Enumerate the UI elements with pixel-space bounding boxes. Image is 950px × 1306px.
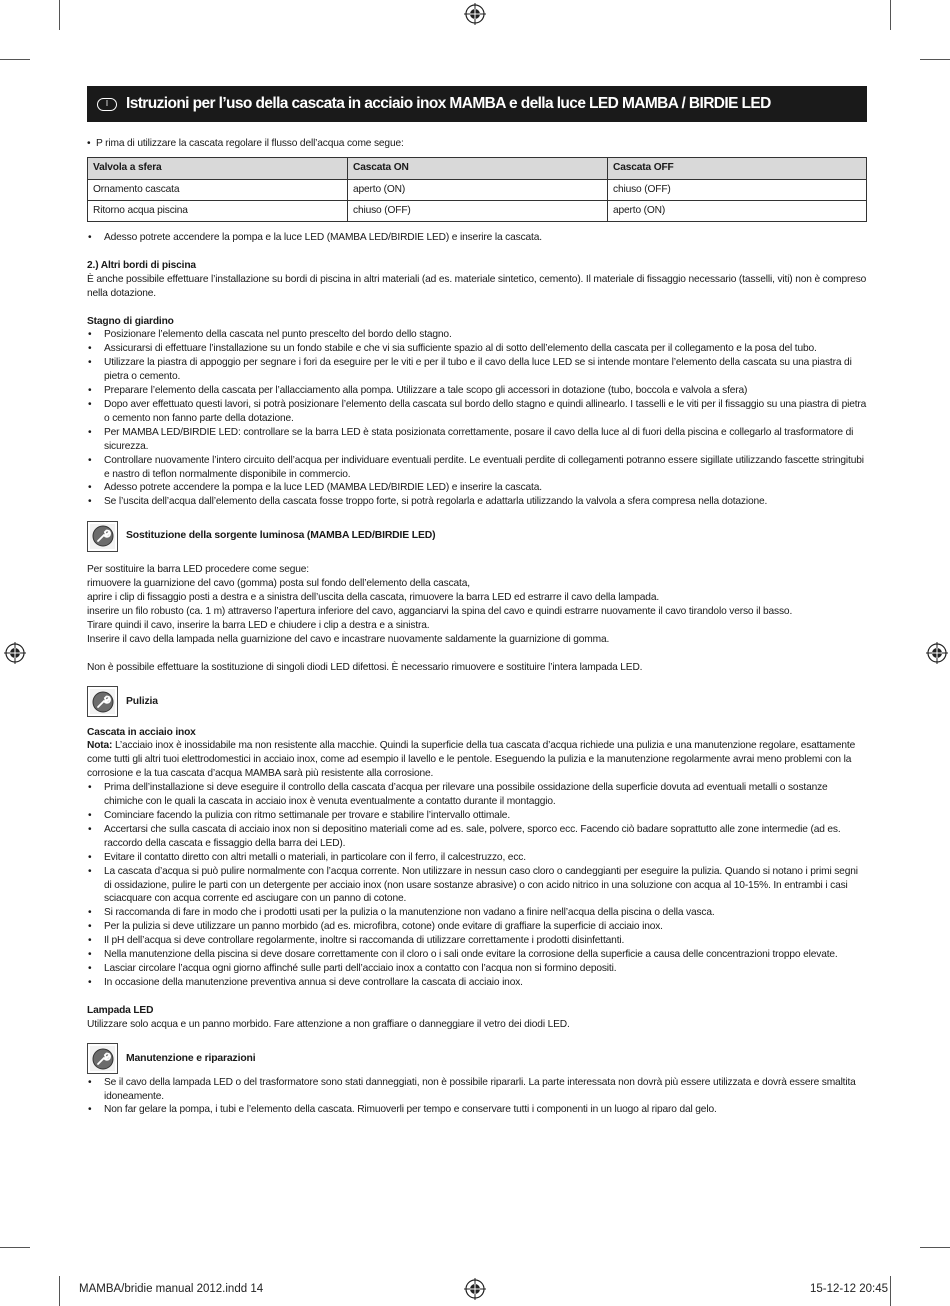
list-item: • Assicurarsi di effettuare l’installazione su un fondo stabile e che vi sia sufficiente spazio al di sotto dell’elemento della cascata per il collegamento e la posa del tubo.: [87, 342, 867, 356]
light-source-steps: [87, 563, 867, 646]
registration-mark-icon: [4, 642, 26, 664]
table-cell: aperto (ON): [608, 200, 867, 221]
list-item: • Adesso potrete accendere la pompa e la luce LED (MAMBA LED/BIRDIE LED) e inserire la cascata.: [87, 481, 867, 495]
text-line: Inserire il cavo della lampada nella guarnizione del cavo e incastrare nuovamente saldamente la guarnizione di gomma.: [87, 633, 610, 645]
maintenance-list: [87, 1076, 867, 1118]
list-item: • Preparare l’elemento della cascata per l’allacciamento alla pompa. Utilizzare a tale scopo gli accessori in dotazione (tubo, boccola e valvola a sfera): [87, 384, 867, 398]
led-lamp-text: Utilizzare solo acqua e un panno morbido. Fare attenzione a non graffiare o danneggiare il vetro dei diodi LED.: [87, 1018, 570, 1030]
list-item: • Posizionare l’elemento della cascata nel punto prescelto del bordo dello stagno.: [87, 328, 867, 342]
footer-date: 15-12-12 20:45: [809, 1283, 888, 1295]
note-label: Nota:: [87, 740, 113, 752]
cleaning-list: [87, 781, 867, 990]
wrench-icon: [87, 521, 118, 552]
cleaning-heading: Pulizia: [126, 695, 158, 707]
crop-mark-top-right-h: [920, 59, 950, 60]
list-item: • Per MAMBA LED/BIRDIE LED: controllare se la barra LED è stata posizionata correttamente, posare il cavo della luce al di fuori della piscina e collegarlo al trasformatore di sicurezza.: [87, 426, 867, 454]
crop-mark-bottom-right-v: [890, 1276, 891, 1306]
garden-pond-heading: Stagno di giardino: [87, 315, 174, 327]
registration-mark-icon: [926, 642, 948, 664]
list-item: • La cascata d’acqua si può pulire normalmente con l’acqua corrente. Non utilizzare in nessun caso cloro o candeggianti per eseguire la pulizia. Quando si notano i primi segni di ossidazione, pulire le parti con un detergente per acciaio inox (non usare sostanze abrasive) o con acido nitrico in una soluzione con acqua al 10-15%. In entrambi i casi sciacquare con acqua corrente ed asciugare con un panno di cotone.: [87, 865, 867, 907]
table-cell: Ornamento cascata: [88, 179, 348, 200]
page-content: [87, 86, 867, 1117]
list-item: • Se il cavo della lampada LED o del trasformatore sono stati danneggiati, non è possibile ripararli. La parte interessata non dovrà più essere utilizzata e dovrà essere smaltita idoneamente.: [87, 1076, 867, 1104]
after-table-list: [87, 231, 867, 245]
list-item: • Adesso potrete accendere la pompa e la luce LED (MAMBA LED/BIRDIE LED) e inserire la cascata.: [87, 231, 867, 245]
garden-pond-list: [87, 328, 867, 509]
steel-note: [87, 739, 867, 781]
list-item: • Prima dell’installazione si deve eseguire il controllo della cascata d’acqua per rilevare una possibile ossidazione della superficie dovuta ad eventuali metalli o sostanze chimiche con le quali la cascata in acciaio inox è venuta eventualmente a contatto durante il montaggio.: [87, 781, 867, 809]
page-title-bar: [87, 86, 867, 122]
language-badge: I: [97, 98, 117, 111]
list-item: • Accertarsi che sulla cascata di acciaio inox non si depositino materiali come ad es. sale, polvere, sporco ecc. Facendo ciò badare soprattutto alle zone intermedie (ad es. raccordo della cascata e fissaggio della barra dei LED).: [87, 823, 867, 851]
crop-mark-bottom-left-v: [59, 1276, 60, 1306]
crop-mark-bottom-right-h: [920, 1247, 950, 1248]
led-lamp-heading: Lampada LED: [87, 1004, 154, 1016]
wrench-icon: [87, 1043, 118, 1074]
table-cell: chiuso (OFF): [348, 200, 608, 221]
text-line: aprire i clip di fissaggio posti a destra e a sinistra dell’uscita della cascata, rimuovere la barra LED ed estrarre il cavo della lampada.: [87, 592, 660, 604]
list-item: • In occasione della manutenzione preventiva annua si deve controllare la cascata di acciaio inox.: [87, 976, 867, 990]
text-line: inserire un filo robusto (ca. 1 m) attraverso l’apertura inferiore del cavo, agganciarvi la spina del cavo e quindi estrarre nuovamente il cavo tirandolo verso il basso.: [87, 605, 793, 617]
maintenance-section-head: [87, 1042, 867, 1076]
text-line: Tirare quindi il cavo, inserire la barra LED e chiudere i clip a destra e a sinistra.: [87, 619, 430, 631]
list-item: • Cominciare facendo la pulizia con ritmo settimanale per trovare e stabilire l’intervallo ottimale.: [87, 809, 867, 823]
footer-file: MAMBA/bridie manual 2012.indd 14: [79, 1283, 264, 1295]
light-source-heading: Sostituzione della sorgente luminosa (MAMBA LED/BIRDIE LED): [126, 530, 436, 542]
page-title: Istruzioni per l’uso della cascata in acciaio inox MAMBA e della luce LED MAMBA / BIRDIE LED: [126, 95, 771, 113]
crop-mark-top-right-v: [890, 0, 891, 30]
intro-line: • P rima di utilizzare la cascata regolare il flusso dell’acqua come segue:: [87, 138, 404, 149]
cleaning-section-head: [87, 685, 867, 719]
print-footer: [79, 1283, 888, 1295]
steel-cascade-heading: Cascata in acciaio inox: [87, 726, 196, 738]
list-item: • Dopo aver effettuato questi lavori, si potrà posizionare l’elemento della cascata sul bordo dello stagno e quindi allinearlo. I tasselli e le viti per il fissaggio su una piastra di pietra o cemento non fanno parte della dotazione.: [87, 398, 867, 426]
list-item: • Si raccomanda di fare in modo che i prodotti usati per la pulizia o la manutenzione non vadano a finire nell’acqua della piscina o della vasca.: [87, 906, 867, 920]
list-item: • Non far gelare la pompa, i tubi e l’elemento della cascata. Rimuoverli per tempo e conservare tutti i componenti in un luogo al riparo dal gelo.: [87, 1103, 867, 1117]
list-item: • Nella manutenzione della piscina si deve dosare correttamente con il cloro o i sali onde evitare la corrosione della superficie a causa delle concentrazioni troppo elevate.: [87, 948, 867, 962]
registration-mark-icon: [464, 3, 486, 25]
table-header-row: [88, 157, 867, 179]
table-row: [88, 179, 867, 200]
list-item: • Il pH dell’acqua si deve controllare regolarmente, inoltre si raccomanda di utilizzare correttamente i prodotti disinfettanti.: [87, 934, 867, 948]
valve-table: [87, 157, 867, 222]
list-item: • Per la pulizia si deve utilizzare un panno morbido (ad es. microfibra, cotone) onde evitare di graffiare la superficie di acciaio inox.: [87, 920, 867, 934]
pool-edges-heading: 2.) Altri bordi di piscina: [87, 259, 196, 271]
table-cell: chiuso (OFF): [608, 179, 867, 200]
light-source-section-head: [87, 519, 867, 553]
crop-mark-top-left-h: [0, 59, 30, 60]
column-header: Cascata OFF: [608, 157, 867, 179]
table-cell: aperto (ON): [348, 179, 608, 200]
maintenance-heading: Manutenzione e riparazioni: [126, 1052, 256, 1064]
table-cell: Ritorno acqua piscina: [88, 200, 348, 221]
pool-edges-text: È anche possibile effettuare l’installazione su bordi di piscina in altri materiali (ad es. materiale sintetico, cemento). Il materiale di fissaggio necessario (tasselli, viti) non è compreso nella dotazione.: [87, 273, 867, 299]
crop-mark-top-left-v: [59, 0, 60, 30]
light-source-note: Non è possibile effettuare la sostituzione di singoli diodi LED difettosi. È necessario rimuovere e sostituire l’intera lampada LED.: [87, 661, 643, 673]
table-row: [88, 200, 867, 221]
text-line: Per sostituire la barra LED procedere come segue:: [87, 564, 309, 576]
note-text: L’acciaio inox è inossidabile ma non resistente alla macchie. Quindi la superficie della tua cascata d’acqua richiede una pulizia e una manutenzione regolare, esattamente come tutti gli altri tuoi elettrodomestici in acciaio inox, come ad esempio il lavello e le pentole. Eseguendo la pulizia e la manutenzione regolarmente avrai meno problemi con la corrosione e la tua cascata d’acqua MAMBA sarà più resistente alla corrosione.: [87, 740, 856, 780]
crop-mark-bottom-left-h: [0, 1247, 30, 1248]
list-item: • Lasciar circolare l’acqua ogni giorno affinché sulle parti dell’acciaio inox a contatto con l’acqua non si formino depositi.: [87, 962, 867, 976]
intro-text: P rima di utilizzare la cascata regolare il flusso dell’acqua come segue:: [96, 138, 404, 149]
list-item: • Utilizzare la piastra di appoggio per segnare i fori da eseguire per le viti e per il tubo e il cavo della luce LED se si intende montare l’elemento della cascata su una piastra di pietra o cemento.: [87, 356, 867, 384]
list-item: • Controllare nuovamente l’intero circuito dell’acqua per individuare eventuali perdite. Le eventuali perdite di collegamenti potranno essere sigillate utilizzando fascette stringitubi e nastro di teflon normalmente disponibile in commercio.: [87, 454, 867, 482]
list-item: • Se l’uscita dell’acqua dall’elemento della cascata fosse troppo forte, si potrà regolarla e adattarla utilizzando la valvola a sfera compresa nella dotazione.: [87, 495, 867, 509]
wrench-icon: [87, 686, 118, 717]
column-header: Valvola a sfera: [88, 157, 348, 179]
column-header: Cascata ON: [348, 157, 608, 179]
text-line: rimuovere la guarnizione del cavo (gomma) posta sul fondo dell’elemento della cascata,: [87, 578, 470, 590]
list-item: • Evitare il contatto diretto con altri metalli o materiali, in particolare con il ferro, il calcestruzzo, ecc.: [87, 851, 867, 865]
